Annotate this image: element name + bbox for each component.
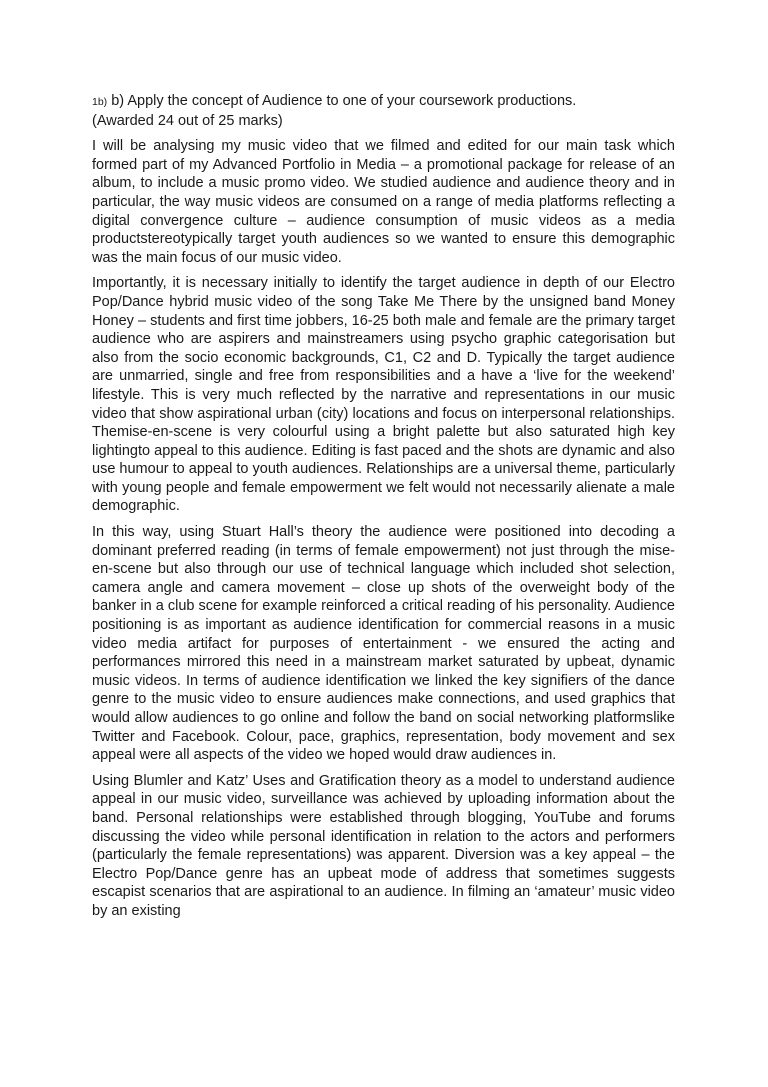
question-heading (92, 92, 675, 130)
question-number: 1b) (92, 96, 108, 108)
paragraph-target-audience: Importantly, it is necessary initially to identify the target audience in depth of our Electro Pop/Dance hybrid music video of the song Take Me There by the unsigned band Money Honey – students and first time jobbers, 16-25 both male and female are the primary target audience who are aspirers and mainstreamers using psycho graphic categorisation but also from the socio economic backgrounds, C1, C2 and D. Typically the target audience are unmarried, single and free from responsibilities and a have a ‘live for the weekend’ lifestyle. This is very much reflected by the narrative and representations in our music video that show aspirational urban (city) locations and focus on interpersonal relationships. Themise-en-scene is very colourful using a bright palette but also saturated high key lightingto appeal to this audience. Editing is fast paced and the shots are dynamic and also use humour to appeal to youth audiences. Relationships are a universal theme, particularly with young people and female empowerment we felt would not necessarily alienate a male demographic. (92, 275, 675, 515)
document-page (92, 92, 675, 928)
paragraph-introduction: I will be analysing my music video that we filmed and edited for our main task which formed part of my Advanced Portfolio in Media – a promotional package for release of an album, to include a music promo video. We studied audience and audience theory and in particular, the way music videos are consumed on a range of media platforms reflecting a digital convergence culture – audience consumption of music videos as a media productstereotypically target youth audiences so we wanted to ensure this demographic was the main focus of our music video. (92, 138, 675, 266)
paragraph-stuart-hall: In this way, using Stuart Hall’s theory the audience were positioned into decoding a dominant preferred reading (in terms of female empowerment) not just through the mise-en-scene but also through our use of technical language which included shot selection, camera angle and camera movement – close up shots of the overweight body of the banker in a club scene for example reinforced a critical reading of his personality. Audience positioning is as important as audience identification for commercial reasons in a music video media artifact for purposes of entertainment - we ensured the acting and performances mirrored this need in a mainstream market saturated by upbeat, dynamic music videos. In terms of audience identification we linked the key signifiers of the dance genre to the music video to ensure audiences make connections, and used graphics that would allow audiences to go online and follow the band on social networking platformslike Twitter and Facebook. Colour, pace, graphics, representation, body movement and sex appeal were all aspects of the video we hoped would draw audiences in. (92, 524, 675, 764)
question-text: b) Apply the concept of Audience to one of your coursework productions. (111, 93, 577, 109)
paragraph-uses-gratification: Using Blumler and Katz’ Uses and Gratification theory as a model to understand audience appeal in our music video, surveillance was achieved by uploading information about the band. Personal relationships were established through blogging, YouTube and forums discussing the video while personal identification in relation to the actors and performers (particularly the female representations) was apparent. Diversion was a key appeal – the Electro Pop/Dance genre has an upbeat mode of address that sometimes suggests escapist scenarios that are aspirational to an audience. In filming an ‘amateur’ music video by an existing (92, 772, 675, 919)
question-award: (Awarded 24 out of 25 marks) (92, 112, 283, 129)
